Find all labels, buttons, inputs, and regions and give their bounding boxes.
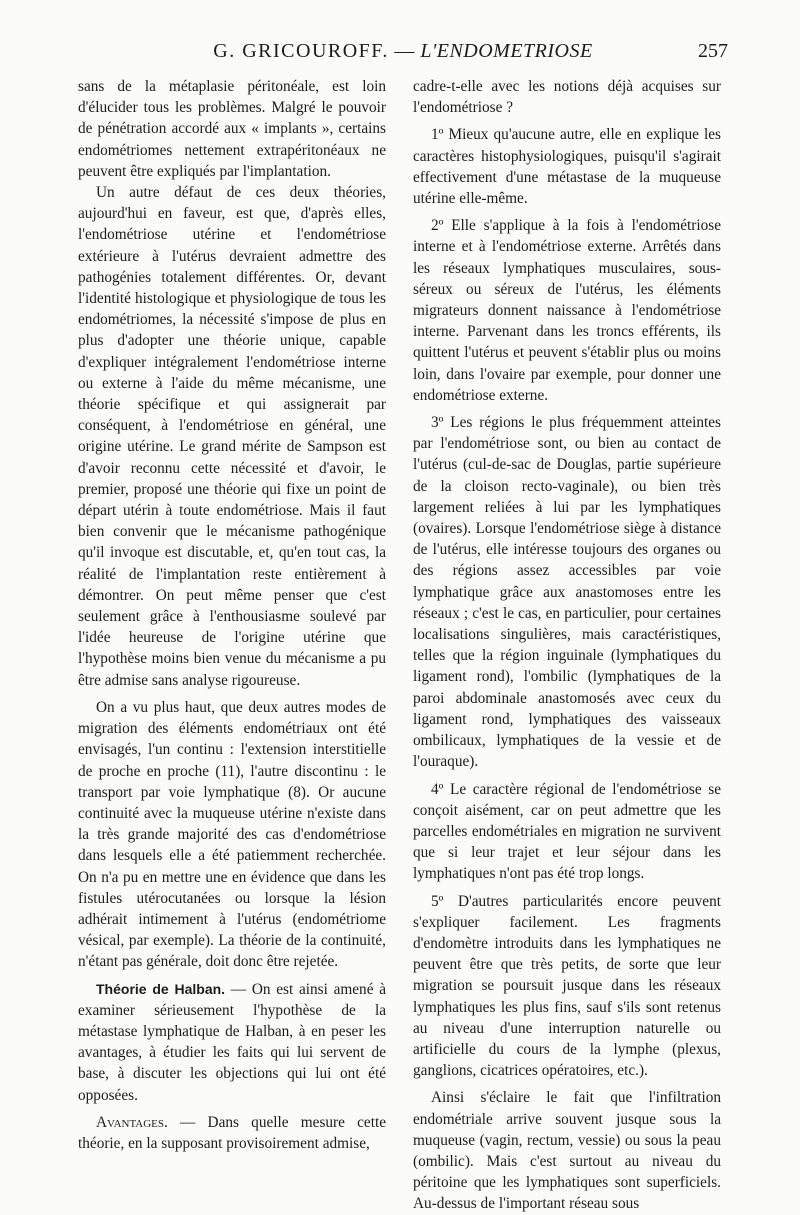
header-article-title: L'ENDOMETRIOSE: [420, 40, 593, 62]
section-heading: Théorie de Halban.: [96, 980, 226, 997]
paragraph: sans de la métaplasie péritonéale, est loin d'élucider tous les problèmes. Malgré le pouvoir de pénétration accordé aux « implants », certains endométriomes nettement extrapéritonéaux ne peuvent être expliqués par l'implantation.: [78, 78, 386, 180]
subsection-heading: Avantages.: [96, 1113, 168, 1131]
right-column: [413, 76, 721, 1215]
paragraph-body: — Dans quelle mesure cette théorie, en la supposant provisoirement admise,: [78, 1113, 386, 1152]
paragraph: 2º Elle s'applique à la fois à l'endométriose interne et à l'endométriose externe. Arrêtés dans les réseaux lymphatiques musculaires, sous-séreux ou séreux de l'utérus, les éléments migrateurs donnent naissance à l'endométriose interne. Parvenant dans les troncs efférents, ils quittent l'utérus et peuvent s'établir plus ou moins loin, dans l'ovaire par exemple, pour donner une endométriose externe.: [413, 217, 721, 404]
left-column: [78, 76, 386, 1154]
paragraph: cadre-t-elle avec les notions déjà acquises sur l'endométriose ?: [413, 78, 721, 117]
page-number: 257: [698, 40, 728, 62]
paragraph: Un autre défaut de ces deux théories, aujourd'hui en faveur, est que, d'après elles, l'endométriose utérine et l'endométriose extérieure à l'utérus devraient admettre des pathogénies totalement différentes. Or, devant l'identité histologique et physiologique de tous les endométriomes, la nécessité s'impose de plus en plus d'adopter une théorie unique, capable d'expliquer intégralement l'endométriose interne ou externe à l'aide du même mécanisme, une théorie spécifique et qui assignerait par conséquent, à l'endométriose en général, une origine utérine. Le grand mérite de Sampson est d'avoir reconnu cette nécessité et d'avoir, le premier, proposé une théorie qui fixe un point de départ utérin à toute endométriose. Mais il faut bien convenir que le mécanisme pathogénique qu'il invoque est discutable, et, qu'en tout cas, la réalité de l'implantation reste entièrement à démontrer. On peut même penser que c'est seulement grâce à l'enthousiasme soulevé par l'idée heureuse de l'origine utérine que l'hypothèse moins bien venue du mécanisme a pu être admise sans analyse rigoureuse.: [78, 184, 386, 689]
paragraph: On a vu plus haut, que deux autres modes de migration des éléments endométriaux ont été envisagés, l'un continu : l'extension interstitielle de proche en proche (11), l'autre discontinu : le transport par voie lymphatique (8). Or aucune continuité avec la muqueuse utérine n'existe dans la très grande majorité des cas d'endométriose dans lesquels elle a été patiemment recherchée. On n'a pu en mettre une en évidence que dans les fistules utérocutanées ou lorsque la lésion adhérait intimement à l'utérus (endométriome vésical, par exemple). La théorie de la continuité, n'étant pas générale, doit donc être rejetée.: [78, 698, 386, 971]
running-header: [78, 40, 728, 72]
paragraph: 1º Mieux qu'aucune autre, elle en explique les caractères histophysiologiques, puisqu'il s'agirait effectivement d'une métastase de la muqueuse utérine elle-même.: [413, 126, 721, 208]
paragraph: 3º Les régions le plus fréquemment atteintes par l'endométriose sont, ou bien au contact de l'utérus (cul-de-sac de Douglas, partie supérieure de la cloison recto-vaginale), ou bien très largement reliées à lui par les lymphatiques (ovaires). Lorsque l'endométriose siège à distance de l'utérus, elle intéresse toujours des organes ou des régions assez accessibles par voie lymphatique grâce aux anastomoses entre les réseaux ; c'est le cas, en particulier, pour certaines localisations singulières, mais caractéristiques, telles que la région inguinale (lymphatiques du ligament rond), l'ombilic (lymphatiques de la paroi abdominale anastomosés avec ceux du ligament rond, lymphatiques des vaisseaux ombilicaux, lymphatiques de la vessie et de l'ouraque).: [413, 414, 721, 771]
paragraph: [78, 1112, 386, 1154]
header-title: [78, 40, 728, 63]
paragraph: 4º Le caractère régional de l'endométriose se conçoit aisément, car on peut admettre que les parcelles endométriales en migration ne survivent que si leur trajet et leur séjour dans les lymphatiques n'ont pas été trop longs.: [413, 780, 721, 883]
header-author: G. GRICOUROFF.: [213, 40, 389, 62]
header-separator: —: [388, 40, 421, 62]
paragraph: Ainsi s'éclaire le fait que l'infiltration endométriale arrive souvent jusque sous la muqueuse (vagin, rectum, vessie) ou sous la peau (ombilic). Mais c'est surtout au niveau du péritoine que les lymphatiques sont superficiels. Au-dessus de l'important réseau sous: [413, 1089, 721, 1213]
paragraph-body: — On est ainsi amené à examiner sérieusement l'hypothèse de la métastase lymphatique de Halban, à en peser les avantages, à étudier les faits qui lui servent de base, à discuter les objections qui lui ont été opposées.: [78, 980, 387, 1104]
paragraph: 5º D'autres particularités encore peuvent s'expliquer facilement. Les fragments d'endomètre introduits dans les lymphatiques ne peuvent être que très petits, de sorte que leur migration se poursuit jusque dans les réseaux lymphatiques les plus fins, sauf s'ils sont retenus au niveau d'une interruption naturelle ou artificielle du cours de la lymphe (plexus, ganglions, cicatrices opératoires, etc.).: [413, 892, 721, 1080]
paragraph: [78, 979, 386, 1106]
